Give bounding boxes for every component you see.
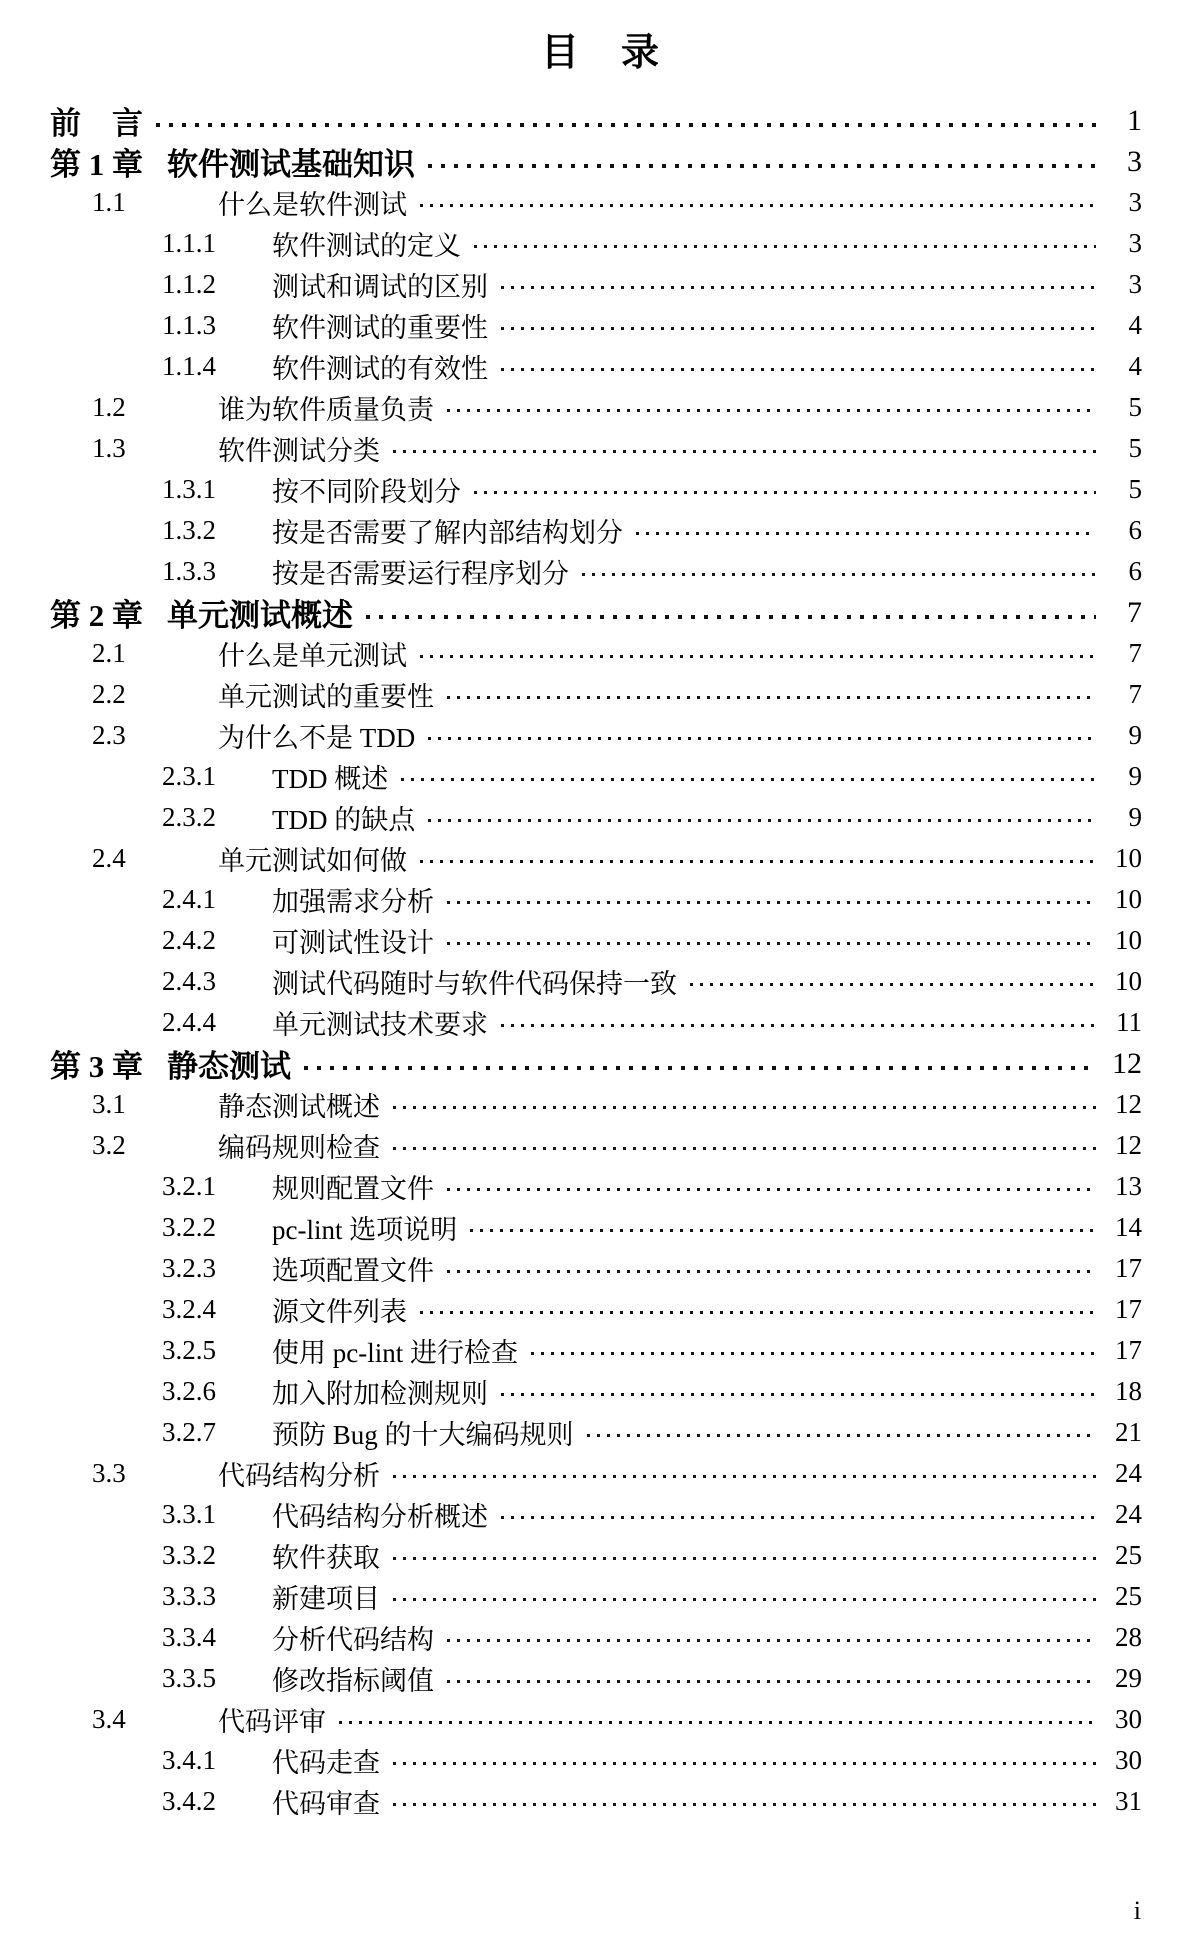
- toc-entry-title: 软件测试的有效性: [272, 354, 488, 384]
- toc-entry: [0, 1617, 1202, 1658]
- toc-entry: [0, 1412, 1202, 1453]
- toc-entry: [0, 1535, 1202, 1576]
- dot-leader: [304, 1066, 1096, 1070]
- toc-entry-title: 加入附加检测规则: [272, 1379, 488, 1409]
- dot-leader: [636, 532, 1096, 535]
- toc-entry-number: 3.3.3: [162, 1581, 216, 1611]
- toc-entry-page-number: 9: [1128, 761, 1142, 791]
- toc-entry-page-number: 30: [1115, 1704, 1142, 1734]
- dot-leader: [501, 368, 1096, 371]
- dot-leader: [447, 696, 1096, 699]
- toc-entry-number: 3.3.4: [162, 1622, 216, 1652]
- dot-leader: [393, 1557, 1096, 1560]
- toc-entry-number: 3.3.5: [162, 1663, 216, 1693]
- toc-entry: [0, 100, 1202, 141]
- toc-entry: [0, 305, 1202, 346]
- toc-entry: [0, 1084, 1202, 1125]
- toc-entry: [0, 510, 1202, 551]
- toc-entry-page-number: 5: [1128, 474, 1142, 504]
- toc-entry-page-number: 4: [1128, 310, 1142, 340]
- toc-entry-number: 1.3.2: [162, 515, 216, 545]
- toc-entry-title: 分析代码结构: [272, 1625, 434, 1655]
- toc-entry-number: 2.4.3: [162, 966, 216, 996]
- toc-entry: [0, 428, 1202, 469]
- toc-entry-page-number: 11: [1116, 1007, 1142, 1037]
- dot-leader: [474, 245, 1096, 248]
- toc-entry: [0, 1781, 1202, 1822]
- toc-entry-title: 代码走查: [272, 1748, 380, 1778]
- dot-leader: [393, 1803, 1096, 1806]
- toc-entry: [0, 1699, 1202, 1740]
- dot-leader: [393, 1598, 1096, 1601]
- dot-leader: [401, 778, 1096, 781]
- dot-leader: [501, 1516, 1096, 1519]
- toc-entry-title: 预防 Bug 的十大编码规则: [272, 1420, 574, 1450]
- toc-entry-title: 新建项目: [272, 1584, 380, 1614]
- dot-leader: [428, 737, 1096, 740]
- toc-entry-number: 3.4.1: [162, 1745, 216, 1775]
- toc-entry-number: 2.4: [92, 843, 126, 873]
- toc-entry-number: 1.1.3: [162, 310, 216, 340]
- toc-entry-title: 按是否需要运行程序划分: [272, 559, 569, 589]
- toc-entry: [0, 469, 1202, 510]
- toc-entry-page-number: 3: [1128, 269, 1142, 299]
- toc-entry-page-number: 6: [1128, 515, 1142, 545]
- dot-leader: [501, 1393, 1096, 1396]
- toc-entry: [0, 387, 1202, 428]
- toc-entry: [0, 1494, 1202, 1535]
- toc-entry-number: 1.3.1: [162, 474, 216, 504]
- toc-entry-title: 规则配置文件: [272, 1174, 434, 1204]
- toc-entry-page-number: 3: [1128, 228, 1142, 258]
- toc-entry-page-number: 6: [1128, 556, 1142, 586]
- toc-page: [0, 28, 1202, 1925]
- toc-entry-title: 按不同阶段划分: [272, 477, 461, 507]
- toc-entry-number: 3.2.5: [162, 1335, 216, 1365]
- toc-entry: [0, 1207, 1202, 1248]
- dot-leader: [393, 450, 1096, 453]
- toc-entry-title: 单元测试概述: [167, 598, 353, 633]
- toc-entry-title: 单元测试的重要性: [218, 682, 434, 712]
- toc-entry-title: 测试和调试的区别: [272, 272, 488, 302]
- toc-entry-page-number: 12: [1115, 1089, 1142, 1119]
- dot-leader: [474, 491, 1096, 494]
- toc-entry-number: 3.2.3: [162, 1253, 216, 1283]
- toc-entry-title: pc-lint 选项说明: [272, 1215, 458, 1245]
- toc-entry-title: 什么是软件测试: [218, 190, 407, 220]
- dot-leader: [447, 1188, 1096, 1191]
- toc-entry-title: 谁为软件质量负责: [218, 395, 434, 425]
- toc-entry: [0, 1658, 1202, 1699]
- toc-entry-page-number: 12: [1115, 1130, 1142, 1160]
- toc-entry-page-number: 17: [1115, 1253, 1142, 1283]
- toc-entry-number: 1.1: [92, 187, 126, 217]
- toc-entry: [0, 141, 1202, 182]
- toc-entry-page-number: 13: [1115, 1171, 1142, 1201]
- toc-entry: [0, 1002, 1202, 1043]
- toc-entry-page-number: 7: [1127, 595, 1142, 629]
- toc-entry-number: 3.1: [92, 1089, 126, 1119]
- dot-leader: [420, 1311, 1096, 1314]
- toc-entry: [0, 1043, 1202, 1084]
- toc-entry-title: 代码结构分析: [218, 1461, 380, 1491]
- dot-leader: [420, 860, 1096, 863]
- toc-entry: [0, 879, 1202, 920]
- dot-leader: [428, 819, 1096, 822]
- toc-entry-number: 2.1: [92, 638, 126, 668]
- toc-entry-number: 前 言: [50, 106, 143, 141]
- toc-entry-page-number: 14: [1115, 1212, 1142, 1242]
- dot-leader: [447, 1639, 1096, 1642]
- toc-entry-page-number: 24: [1115, 1458, 1142, 1488]
- toc-entry-number: 3.3.2: [162, 1540, 216, 1570]
- toc-entry-page-number: 18: [1115, 1376, 1142, 1406]
- toc-entry-page-number: 12: [1112, 1046, 1142, 1080]
- toc-entry: [0, 1371, 1202, 1412]
- toc-entry-page-number: 4: [1128, 351, 1142, 381]
- toc-entry-page-number: 10: [1115, 884, 1142, 914]
- toc-entry-page-number: 10: [1115, 925, 1142, 955]
- toc-list: [0, 100, 1202, 1822]
- toc-entry: [0, 674, 1202, 715]
- toc-entry: [0, 1576, 1202, 1617]
- toc-entry: [0, 1330, 1202, 1371]
- toc-entry-title: 加强需求分析: [272, 887, 434, 917]
- toc-entry: [0, 223, 1202, 264]
- page-title: 目 录: [540, 32, 661, 74]
- toc-entry-page-number: 30: [1115, 1745, 1142, 1775]
- dot-leader: [447, 1270, 1096, 1273]
- toc-entry: [0, 797, 1202, 838]
- toc-entry-number: 第 2 章: [50, 598, 143, 633]
- toc-entry: [0, 346, 1202, 387]
- toc-entry-number: 第 3 章: [50, 1049, 143, 1084]
- toc-entry-title: 编码规则检查: [218, 1133, 380, 1163]
- toc-entry-title: TDD 的缺点: [272, 805, 416, 835]
- toc-entry: [0, 920, 1202, 961]
- toc-entry: [0, 592, 1202, 633]
- dot-leader: [339, 1721, 1096, 1724]
- toc-entry-page-number: 10: [1115, 966, 1142, 996]
- dot-leader: [447, 1680, 1096, 1683]
- toc-entry: [0, 1740, 1202, 1781]
- toc-entry-number: 1.1.2: [162, 269, 216, 299]
- toc-entry-number: 2.2: [92, 679, 126, 709]
- toc-entry-number: 3.2.6: [162, 1376, 216, 1406]
- toc-entry-number: 3.2.1: [162, 1171, 216, 1201]
- toc-entry: [0, 1125, 1202, 1166]
- toc-entry-page-number: 5: [1128, 433, 1142, 463]
- dot-leader: [501, 286, 1096, 289]
- dot-leader: [447, 942, 1096, 945]
- toc-entry-number: 1.3: [92, 433, 126, 463]
- toc-entry-number: 1.2: [92, 392, 126, 422]
- toc-entry: [0, 1166, 1202, 1207]
- toc-entry-page-number: 3: [1128, 187, 1142, 217]
- dot-leader: [393, 1475, 1096, 1478]
- toc-entry-title: 软件获取: [272, 1543, 380, 1573]
- toc-entry-page-number: 1: [1127, 103, 1142, 137]
- dot-leader: [393, 1106, 1096, 1109]
- toc-entry-title: 测试代码随时与软件代码保持一致: [272, 969, 677, 999]
- toc-entry-title: 使用 pc-lint 进行检查: [272, 1338, 518, 1368]
- toc-entry-title: 静态测试概述: [218, 1092, 380, 1122]
- toc-entry-number: 2.4.2: [162, 925, 216, 955]
- toc-entry-number: 2.3.1: [162, 761, 216, 791]
- dot-leader: [366, 615, 1096, 619]
- toc-entry-title: 源文件列表: [272, 1297, 407, 1327]
- dot-leader: [428, 164, 1096, 168]
- toc-entry-page-number: 7: [1128, 679, 1142, 709]
- toc-entry: [0, 633, 1202, 674]
- toc-entry-number: 第 1 章: [50, 147, 143, 182]
- dot-leader: [156, 123, 1096, 127]
- toc-entry-title: 修改指标阈值: [272, 1666, 434, 1696]
- toc-entry-page-number: 24: [1115, 1499, 1142, 1529]
- toc-entry-number: 3.4.2: [162, 1786, 216, 1816]
- toc-entry-number: 3.3: [92, 1458, 126, 1488]
- dot-leader: [420, 655, 1096, 658]
- toc-entry-page-number: 17: [1115, 1294, 1142, 1324]
- toc-entry-title: 软件测试的重要性: [272, 313, 488, 343]
- toc-entry-title: 为什么不是 TDD: [218, 723, 416, 753]
- toc-entry-number: 3.2: [92, 1130, 126, 1160]
- toc-entry-page-number: 9: [1128, 720, 1142, 750]
- toc-entry-title: 代码评审: [218, 1707, 326, 1737]
- toc-entry-title: 可测试性设计: [272, 928, 434, 958]
- toc-entry-title: 按是否需要了解内部结构划分: [272, 518, 623, 548]
- toc-entry-page-number: 28: [1115, 1622, 1142, 1652]
- toc-entry-number: 1.3.3: [162, 556, 216, 586]
- toc-entry-page-number: 9: [1128, 802, 1142, 832]
- dot-leader: [420, 204, 1096, 207]
- toc-entry-page-number: 25: [1115, 1581, 1142, 1611]
- toc-entry-title: 软件测试基础知识: [167, 147, 415, 182]
- dot-leader: [501, 1024, 1096, 1027]
- toc-entry: [0, 1289, 1202, 1330]
- toc-entry-page-number: 3: [1127, 144, 1142, 178]
- dot-leader: [531, 1352, 1096, 1355]
- dot-leader: [587, 1434, 1096, 1437]
- dot-leader: [447, 901, 1096, 904]
- toc-entry-number: 3.2.4: [162, 1294, 216, 1324]
- toc-entry: [0, 1248, 1202, 1289]
- toc-entry-number: 1.1.4: [162, 351, 216, 381]
- dot-leader: [582, 573, 1096, 576]
- toc-entry-number: 2.4.4: [162, 1007, 216, 1037]
- toc-entry-page-number: 31: [1115, 1786, 1142, 1816]
- toc-entry: [0, 182, 1202, 223]
- toc-entry-number: 3.3.1: [162, 1499, 216, 1529]
- toc-entry-title: 软件测试分类: [218, 436, 380, 466]
- dot-leader: [393, 1762, 1096, 1765]
- toc-entry-number: 2.4.1: [162, 884, 216, 914]
- toc-entry-title: 代码结构分析概述: [272, 1502, 488, 1532]
- toc-entry-number: 1.1.1: [162, 228, 216, 258]
- toc-entry-title: TDD 概述: [272, 764, 389, 794]
- toc-entry: [0, 756, 1202, 797]
- toc-entry-number: 2.3.2: [162, 802, 216, 832]
- toc-entry-title: 单元测试技术要求: [272, 1010, 488, 1040]
- toc-entry-title: 软件测试的定义: [272, 231, 461, 261]
- dot-leader: [470, 1229, 1096, 1232]
- toc-entry-page-number: 29: [1115, 1663, 1142, 1693]
- toc-entry-number: 2.3: [92, 720, 126, 750]
- toc-entry-number: 3.4: [92, 1704, 126, 1734]
- toc-entry-title: 静态测试: [167, 1049, 291, 1084]
- toc-entry: [0, 1453, 1202, 1494]
- dot-leader: [447, 409, 1096, 412]
- toc-entry-page-number: 17: [1115, 1335, 1142, 1365]
- toc-entry: [0, 264, 1202, 305]
- toc-entry-number: 3.2.2: [162, 1212, 216, 1242]
- dot-leader: [501, 327, 1096, 330]
- toc-entry-page-number: 21: [1115, 1417, 1142, 1447]
- toc-entry: [0, 961, 1202, 1002]
- toc-entry-title: 选项配置文件: [272, 1256, 434, 1286]
- toc-entry-page-number: 10: [1115, 843, 1142, 873]
- toc-entry: [0, 715, 1202, 756]
- toc-entry: [0, 838, 1202, 879]
- toc-entry: [0, 551, 1202, 592]
- toc-entry-title: 什么是单元测试: [218, 641, 407, 671]
- toc-entry-page-number: 25: [1115, 1540, 1142, 1570]
- toc-entry-number: 3.2.7: [162, 1417, 216, 1447]
- footer-page-number: i: [1133, 1896, 1141, 1925]
- toc-entry-title: 代码审查: [272, 1789, 380, 1819]
- toc-entry-page-number: 5: [1128, 392, 1142, 422]
- toc-entry-page-number: 7: [1128, 638, 1142, 668]
- toc-entry-title: 单元测试如何做: [218, 846, 407, 876]
- dot-leader: [393, 1147, 1096, 1150]
- dot-leader: [690, 983, 1096, 986]
